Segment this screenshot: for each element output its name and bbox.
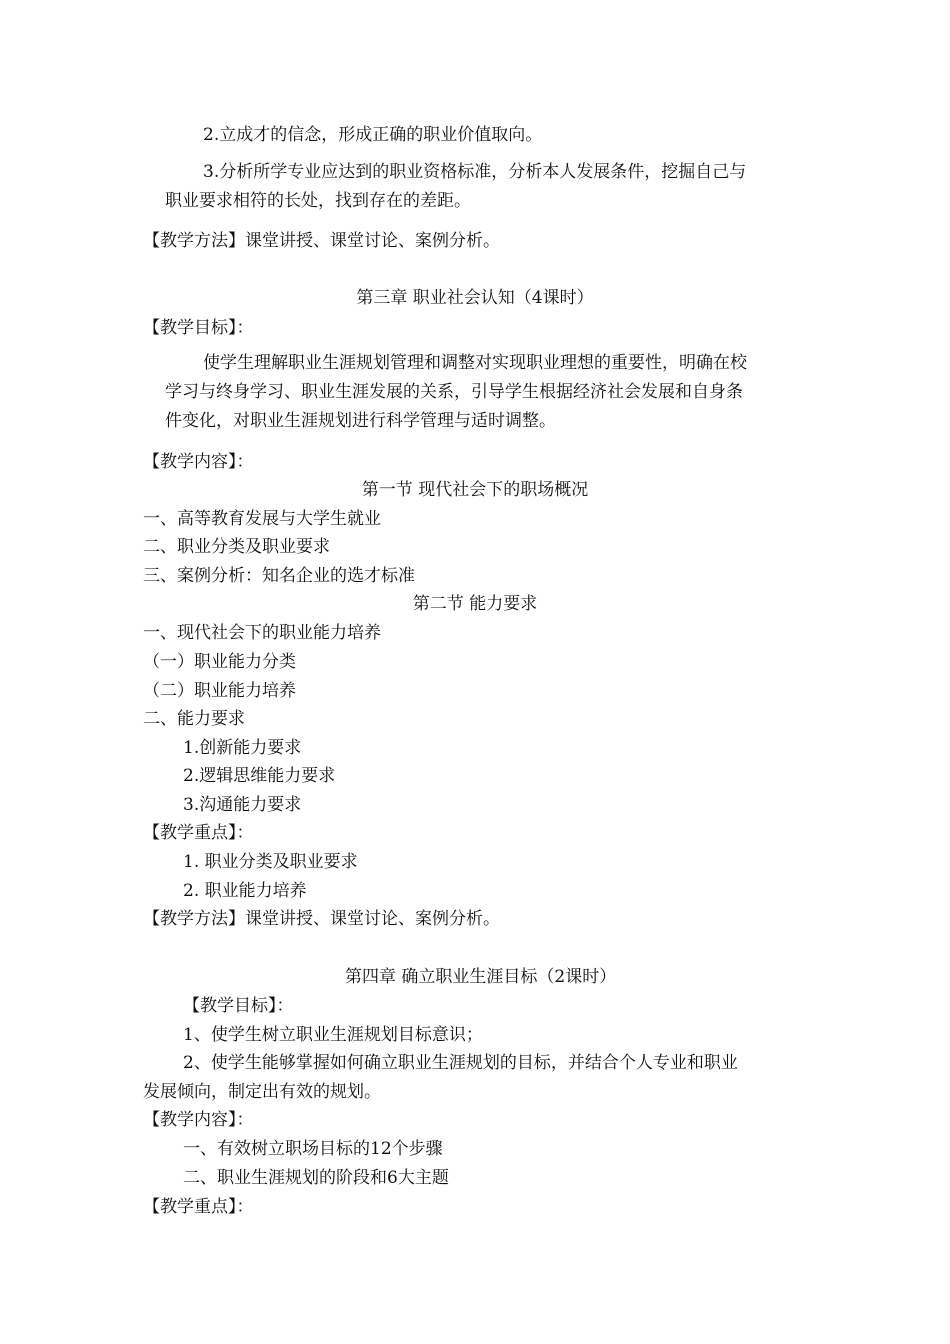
- section-2-subitem-1: （一）职业能力分类: [143, 652, 296, 672]
- teaching-goal-ch3-line3: 件变化，对职业生涯规划进行科学管理与适时调整。: [165, 411, 556, 431]
- teaching-focus-heading-ch4: 【教学重点】：: [143, 1197, 254, 1217]
- teaching-goal-heading-ch4: 【教学目标】：: [183, 996, 294, 1016]
- teaching-content-ch4-item-2: 二、职业生涯规划的阶段和6大主题: [183, 1168, 449, 1188]
- section-2-item-2: 二、能力要求: [143, 709, 245, 729]
- teaching-goal-ch4-item-2-line2: 发展倾向，制定出有效的规划。: [143, 1082, 381, 1102]
- ability-item-2: 2.逻辑思维能力要求: [183, 766, 336, 786]
- section-2-item-1: 一、现代社会下的职业能力培养: [143, 623, 381, 643]
- teaching-content-heading-ch4: 【教学内容】：: [143, 1110, 254, 1130]
- teaching-focus-heading-ch3: 【教学重点】：: [143, 823, 254, 843]
- teaching-focus-item-2: 2. 职业能力培养: [183, 881, 307, 901]
- teaching-goal-heading-ch3: 【教学目标】：: [143, 318, 254, 338]
- objective-item-3-line1: 3.分析所学专业应达到的职业资格标准，分析本人发展条件，挖掘自己与: [203, 162, 747, 182]
- ability-item-3: 3.沟通能力要求: [183, 795, 302, 815]
- section-2-title: 第二节 能力要求: [412, 594, 538, 614]
- chapter-4-title: 第四章 确立职业生涯目标（2课时）: [345, 967, 617, 987]
- chapter-3-title: 第三章 职业社会认知（4课时）: [356, 288, 594, 308]
- teaching-content-ch4-item-1: 一、有效树立职场目标的12个步骤: [183, 1139, 443, 1159]
- teaching-content-heading-ch3: 【教学内容】：: [143, 452, 254, 472]
- section-1-item-2: 二、职业分类及职业要求: [143, 537, 330, 557]
- section-1-item-3: 三、案例分析：知名企业的选才标准: [143, 566, 415, 586]
- teaching-method-ch2: 【教学方法】课堂讲授、课堂讨论、案例分析。: [143, 231, 500, 251]
- teaching-method-ch3: 【教学方法】课堂讲授、课堂讨论、案例分析。: [143, 909, 500, 929]
- objective-item-2: 2.立成才的信念，形成正确的职业价值取向。: [203, 125, 543, 145]
- ability-item-1: 1.创新能力要求: [183, 738, 302, 758]
- teaching-goal-ch3-line1: 使学生理解职业生涯规划管理和调整对实现职业理想的重要性，明确在校: [203, 353, 747, 373]
- section-1-title: 第一节 现代社会下的职场概况: [361, 480, 589, 500]
- section-2-subitem-2: （二）职业能力培养: [143, 681, 296, 701]
- teaching-focus-item-1: 1. 职业分类及职业要求: [183, 852, 358, 872]
- teaching-goal-ch3-line2: 学习与终身学习、职业生涯发展的关系，引导学生根据经济社会发展和自身条: [165, 382, 743, 402]
- objective-item-3-line2: 职业要求相符的长处，找到存在的差距。: [165, 191, 471, 211]
- teaching-goal-ch4-item-1: 1、使学生树立职业生涯规划目标意识；: [183, 1025, 483, 1045]
- section-1-item-1: 一、高等教育发展与大学生就业: [143, 509, 381, 529]
- teaching-goal-ch4-item-2-line1: 2、使学生能够掌握如何确立职业生涯规划的目标，并结合个人专业和职业: [183, 1053, 738, 1073]
